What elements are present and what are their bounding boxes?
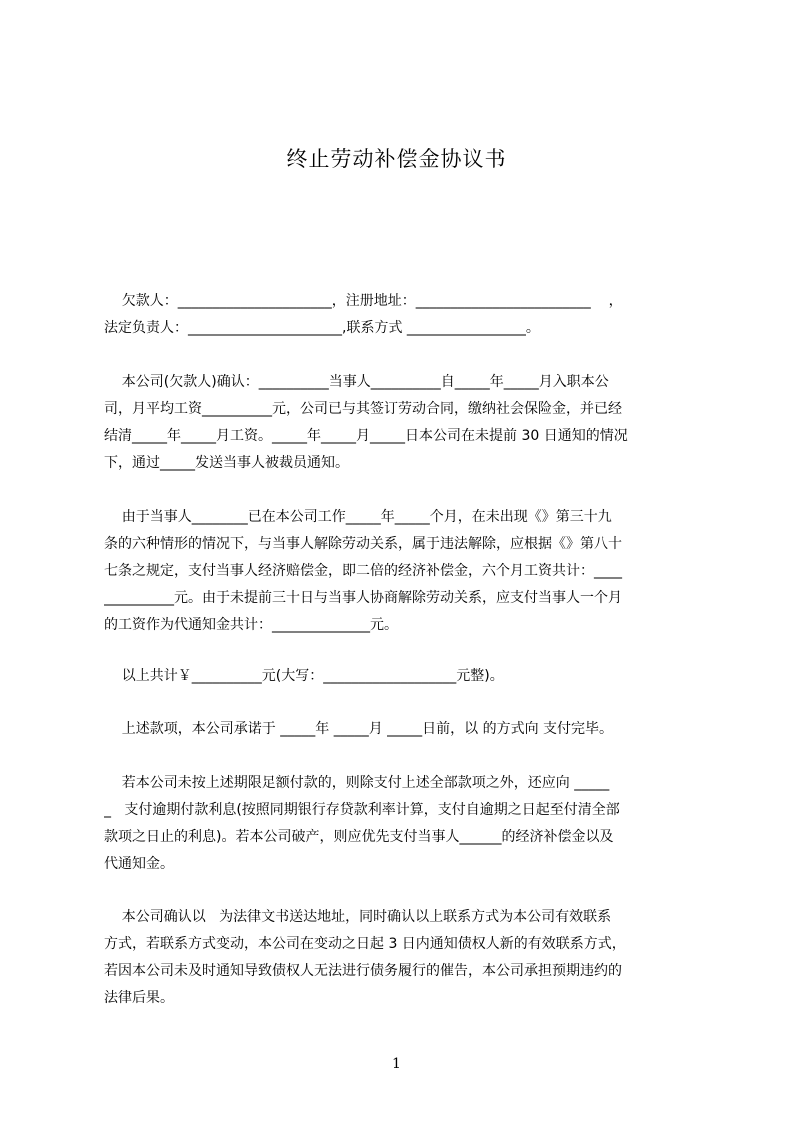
document-title: 终止劳动补偿金协议书	[286, 147, 507, 171]
text-line: 方式，若联系方式变动，本公司在变动之日起 3 日内通知债权人新的有效联系方式，	[104, 936, 626, 952]
text-line: 欠款人：______________________，注册地址：_________________________ ，	[104, 293, 623, 309]
text-line: 司，月平均工资__________元，公司已与其签订劳动合同，缴纳社会保险金，并已经	[104, 401, 622, 417]
text-line: 由于当事人________已在本公司工作_____年_____个月，在未出现《》第三十九	[104, 509, 612, 525]
page-number: 1	[392, 1056, 401, 1072]
text-line: 结清_____年_____月工资。_____年_____月_____日本公司在未提前 30 日通知的情况	[104, 428, 628, 444]
text-line: 下，通过_____发送当事人被裁员通知。	[104, 455, 349, 471]
text-line: 若因本公司未及时通知导致债权人无法进行债务履行的催告，本公司承担预期违约的	[104, 963, 622, 979]
text-line: 款项之日止的利息)。若本公司破产，则应优先支付当事人______的经济补偿金以及	[104, 829, 614, 845]
text-line: 本公司确认以 为法律文书送达地址，同时确认以上联系方式为本公司有效联系	[104, 909, 612, 925]
text-line: 本公司(欠款人)确认：__________当事人__________自_____年_____月入职本公	[104, 374, 609, 390]
text-line: 以上共计￥__________元(大写：___________________元整)。	[104, 668, 504, 684]
text-line: 条的六种情形的情况下，与当事人解除劳动关系，属于违法解除，应根据《》第八十	[104, 536, 622, 552]
text-line: 若本公司未按上述期限足额付款的，则除支付上述全部款项之外，还应向 _____	[104, 775, 610, 791]
text-line: 上述款项，本公司承诺于 _____年 _____月 _____日前，以 的方式向 支付完毕。	[104, 721, 614, 737]
text-line: __________元。由于未提前三十日与当事人协商解除劳动关系，应支付当事人一个月	[104, 590, 622, 606]
text-line: _ 支付逾期付款利息(按照同期银行存贷款利率计算，支付自逾期之日起至付清全部	[104, 802, 620, 818]
text-line: 的工资作为代通知金共计：______________元。	[104, 617, 398, 633]
text-line: 代通知金。	[104, 856, 174, 872]
text-line: 法律后果。	[104, 990, 174, 1006]
text-line: 七条之规定，支付当事人经济赔偿金，即二倍的经济补偿金，六个月工资共计：____	[104, 563, 622, 579]
text-line: 法定负责人：______________________,联系方式 _________________。	[104, 320, 540, 336]
